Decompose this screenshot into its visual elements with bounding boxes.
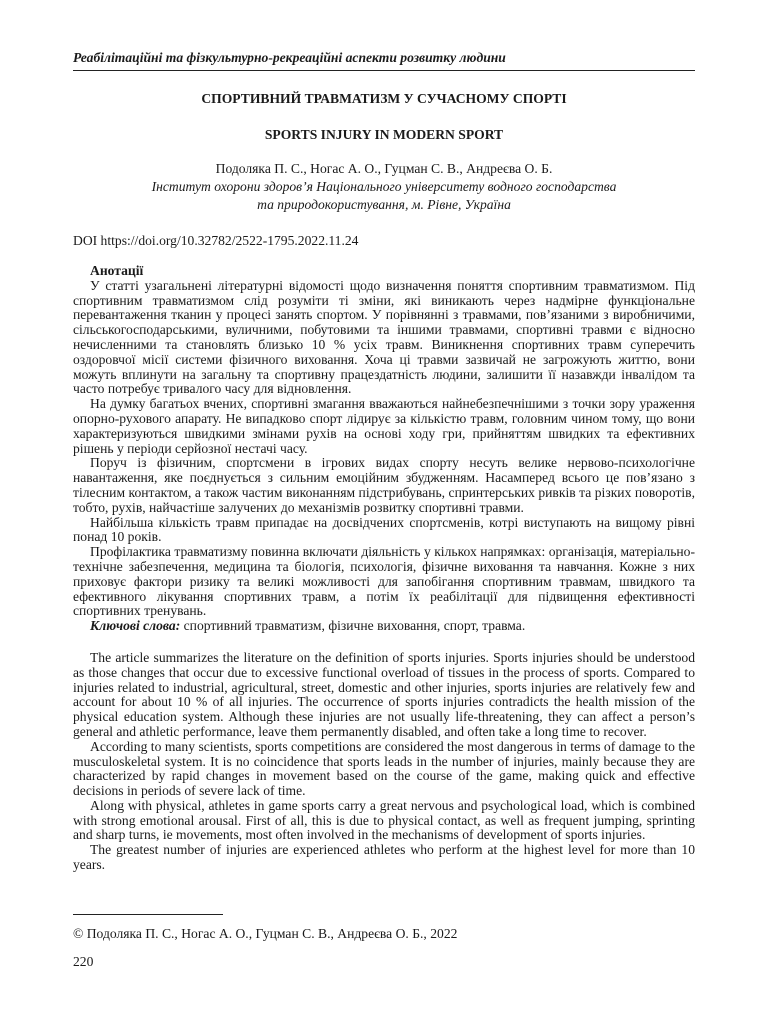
page-number: 220 [73,954,94,969]
abstract-ua-paragraph: У статті узагальнені літературні відомості щодо визначення поняття спортивним травматизмом. Під спортивним травматизмом слід розуміти ті зміни, які виникають через надмірне функціональне перевантаження тканин у процесі занять спортом. У порівнянні з травмами, пов’язаними з виробничими, сільськогосподарськими, вуличними, побутовими та іншими травмами, спортивні травми є відносно нечисленними та становлять близько 10 % усіх травм. Виникнення спортивних травм суперечить оздоровчої місії системи фізичного виховання. Хоча ці травми зазвичай не загрожують життю, вони можуть вплинути на загальну та спортивну працездатність людини, залишити її назавжди інвалідом та часто потребує тривалого часу для відновлення. [73,277,695,397]
affiliation-line-1: Інститут охорони здоров’я Національного університету водного господарства [151,179,617,194]
keywords [73,619,695,634]
keywords-label: Ключові слова: [90,618,181,634]
article-page [73,48,695,873]
authors: Подоляка П. С., Ногас А. О., Гуцман С. В., Андреєва О. Б. [215,161,553,176]
abstract-en-paragraph: Along with physical, athletes in game sports carry a great nervous and psychological load, which is combined with strong emotional arousal. First of all, this is due to physical contact, as well as frequent jumping, sprinting and sharp turns, ie movements, most often involved in the mechanisms of development of sports injuries. [73,797,695,843]
article-title-ua: СПОРТИВНИЙ ТРАВМАТИЗМ У СУЧАСНОМУ СПОРТІ [201,91,567,106]
abstract-en-paragraph: According to many scientists, sports competitions are considered the most dangerous in terms of damage to the musculoskeletal system. It is no coincidence that sports leads in the number of injuries, mainly because they are characterized by rapid changes in movement based on the course of the game, making quick and effective decisions in periods of severe lack of time. [73,738,695,799]
copyright-footnote: © Подоляка П. С., Ногас А. О., Гуцман С. В., Андреєва О. Б., 2022 [73,926,458,941]
abstract-ua [73,264,695,634]
abstract-ua-paragraph: Поруч із фізичним, спортсмени в ігрових видах спорту несуть велике нервово-психологічне навантаження, яке поєднується з сильним емоційним збудженням. Насамперед всього це пов’язано з тілесним контактом, а також частим виконанням підстрибувань, спринтерських ривків та різких поворотів, тобто, рухів, найчастіше залучених до механізмів розвитку спортивні травми. [73,455,695,515]
abstract-ua-paragraph: Найбільша кількість травм припадає на досвідчених спортсменів, котрі виступають на вищому рівні понад 10 років. [73,514,695,545]
affiliation-line-2: та природокористування, м. Рівне, Україна [257,197,511,212]
footnote-divider [73,914,223,915]
doi-link[interactable]: DOI https://doi.org/10.32782/2522-1795.2022.11.24 [73,233,359,248]
article-title-en: SPORTS INJURY IN MODERN SPORT [264,127,504,142]
keywords-text: спортивний травматизм, фізичне виховання, спорт, травма. [180,618,526,634]
abstract-en-paragraph: The greatest number of injuries are experienced athletes who perform at the highest level for more than 10 years. [73,842,695,873]
abstract-ua-paragraph: Профілактика травматизму повинна включати діяльність у кількох напрямках: організація, матеріально-технічне забезпечення, медицина та біологія, психологія, фізичне виховання та навчання. Кожне з них приховує фактори ризику та великі можливості для запобігання спортивним травмам, швидкого та ефективного лікування спортивних травм, а потім їх реабілітації для підвищення ефективності спортивних тренувань. [73,544,695,619]
abstract-en-paragraph: The article summarizes the literature on the definition of sports injuries. Sports injuries should be understood as those changes that occur due to excessive functional overload of tissues in the process of sports. Compared to injuries related to industrial, agricultural, street, domestic and other injuries, sports injuries are relatively few and account for about 10 % of all injuries. The occurrence of sports injuries contradicts the health mission of the physical education system. Although these injuries are not usually life-threatening, they can affect a person’s general and athletic performance, leave them permanently disabled, and often take a long time to recover. [73,649,695,739]
abstract-heading: Анотації [90,263,144,278]
running-head: Реабілітаційні та фізкультурно-рекреаційні аспекти розвитку людини [73,48,695,71]
abstract-en [73,651,695,873]
abstract-ua-paragraph: На думку багатьох вчених, спортивні змагання вважаються найнебезпечнішими з точки зору ураження опорно-рухового апарату. Не випадково спорт лідирує за кількістю травм, головним чином тому, що вони характеризуються швидкими змінами рухів на основі ходу гри, прийняттям швидких та ефективних рішень у періоди серйозної нестачі часу. [73,396,695,456]
